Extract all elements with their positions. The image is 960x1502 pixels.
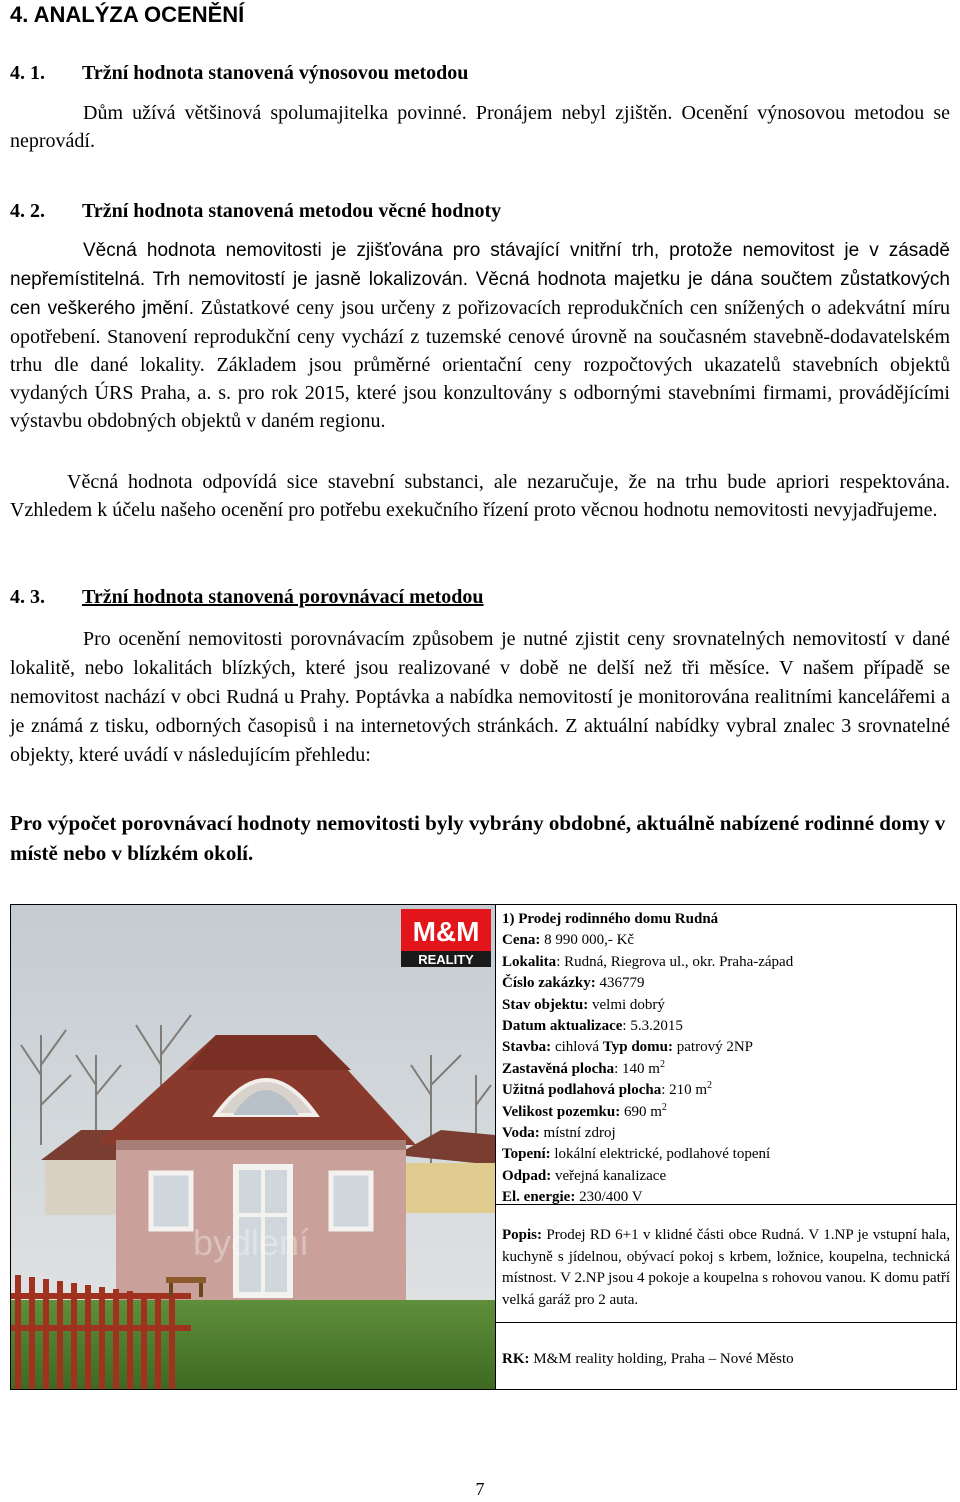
description-text: Prodej RD 6+1 v klidné části obce Rudná. V 1.NP je vstupní hala, kuchyně s jídelnou, obývací pokoj s krbem, ložnice, koupelna, technická místnost. V 2.NP jsou 4 pokoje a koupelna s rohovou vanou. K domu patří velká garáž pro 2 auta. bbox=[502, 1227, 950, 1308]
update-date-row: Datum aktualizace: 5.3.2015 bbox=[502, 1018, 683, 1035]
construction-row: Stavba: cihlová Typ domu: patrový 2NP bbox=[502, 1039, 754, 1056]
section-4-2-text-2: Věcná hodnota odpovídá sice stavební substanci, ale nezaručuje, že na trhu bude apriori respektována. Vzhledem k účelu našeho ocenění pro potřebu exekučního řízení proto věcnou hodnotu nemovitosti nevyjadřujeme. bbox=[10, 471, 950, 521]
chapter-heading: 4. ANALÝZA OCENĚNÍ bbox=[10, 2, 245, 27]
section-4-3-text: Pro ocenění nemovitosti porovnávacím způsobem je nutné zjistit ceny srovnatelných nemovitostí v dané lokalitě, nebo lokalitách blízkých, které jsou realizované v době ne delší než tři měsíce. V našem případě se nemovitost nachází v obci Rudná u Prahy. Poptávka a nabídka nemovitostí je monitorována realitními kancelářemi a je známá z tisku, odborných časopisů i na internetových stránkách. Z aktuální nabídky vybral znalec 3 srovnatelné objekty, které uvádí v následujícím přehledu: bbox=[10, 628, 950, 766]
listing-info-cell bbox=[496, 905, 956, 1205]
section-number: 4. 1. bbox=[10, 62, 45, 84]
comparison-intro-bold: Pro výpočet porovnávací hodnoty nemovitosti byly vybrány obdobné, aktuálně nabízené rodinné domy v místě nebo v blízkém okolí. bbox=[10, 811, 946, 865]
house-photo bbox=[11, 905, 496, 1389]
built-area-row: Zastavěná plocha: 140 $m^2$ bbox=[502, 1058, 665, 1077]
plot-size-row: Velikost pozemku: 690 $m^2$ bbox=[502, 1101, 667, 1120]
heating-row: Topení: lokální elektrické, podlahové topení bbox=[502, 1146, 771, 1163]
sewage-row: Odpad: veřejná kanalizace bbox=[502, 1167, 667, 1184]
page-number: 7 bbox=[475, 1479, 485, 1499]
comparable-listing-table bbox=[10, 904, 957, 1390]
listing-title: 1) Prodej rodinného domu Rudná bbox=[502, 911, 719, 927]
condition-row: Stav objektu: velmi dobrý bbox=[502, 996, 665, 1013]
agency-cell bbox=[496, 1323, 956, 1389]
section-title: Tržní hodnota stanovená metodou věcné hodnoty bbox=[82, 200, 502, 222]
paragraph-sans-part: Věcná hodnota nemovitosti je zjišťována pro stávající vnitřní trh, protože nemovitost je v zásadě nepřemístitelná. Trh nemovitostí je jasně lokalizován. Věcná hodnota majetku je dána součtem zůstatkových cen veškerého jmění. bbox=[10, 240, 950, 319]
section-4-3-heading bbox=[10, 586, 484, 609]
usable-area-row: Užitná podlahová plocha: 210 $m^2$ bbox=[502, 1080, 713, 1099]
section-title: Tržní hodnota stanovená výnosovou metodou bbox=[82, 62, 469, 84]
logo-text-top: M&M bbox=[412, 916, 480, 947]
section-4-2-text bbox=[10, 236, 950, 435]
order-number-row: Číslo zakázky: 436779 bbox=[502, 975, 645, 992]
location-row: Lokalita: Rudná, Riegrova ul., okr. Praha-západ bbox=[502, 953, 794, 970]
section-4-2-heading bbox=[10, 200, 501, 223]
section-4-1-heading bbox=[10, 62, 468, 85]
logo-text-bottom: REALITY bbox=[418, 952, 474, 967]
section-4-1-text: Dům užívá většinová spolumajitelka povinné. Pronájem nebyl zjištěn. Ocenění výnosovou metodou se neprovádí. bbox=[10, 102, 950, 152]
house-photo-image bbox=[11, 905, 495, 1389]
section-number: 4. 2. bbox=[10, 200, 45, 222]
agency-logo bbox=[401, 909, 491, 967]
section-number: 4. 3. bbox=[10, 586, 45, 608]
agency-name: M&M reality holding, Praha – Nové Město bbox=[529, 1351, 794, 1367]
description-label: Popis: bbox=[502, 1227, 543, 1243]
price-row: Cena: 8 990 000,- Kč bbox=[502, 932, 635, 949]
electricity-row: El. energie: 230/400 V bbox=[502, 1189, 643, 1206]
photo-watermark: bydlení bbox=[192, 1222, 310, 1263]
listing-description-cell bbox=[496, 1205, 956, 1323]
water-row: Voda: místní zdroj bbox=[502, 1125, 616, 1142]
agency-label: RK: bbox=[502, 1351, 530, 1367]
paragraph-serif-part: Zůstatkové ceny jsou určeny z pořizovacích reprodukčních cen snížených o adekvátní míru opotřebení. Stanovení reprodukční ceny vychází z tuzemské cenové úrovně na současném stavebně-dodavatelském trhu dle dané lokality. Základem jsou průměrné orientační ceny rozpočtových ukazatelů stavebních objektů vydaných ÚRS Praha, a. s. pro rok 2015, které jsou konzultovány s odbornými stavebními firmami, provádějícími výstavbu obdobných objektů v daném regionu. bbox=[10, 297, 951, 432]
section-title: Tržní hodnota stanovená porovnávací metodou bbox=[82, 586, 484, 608]
